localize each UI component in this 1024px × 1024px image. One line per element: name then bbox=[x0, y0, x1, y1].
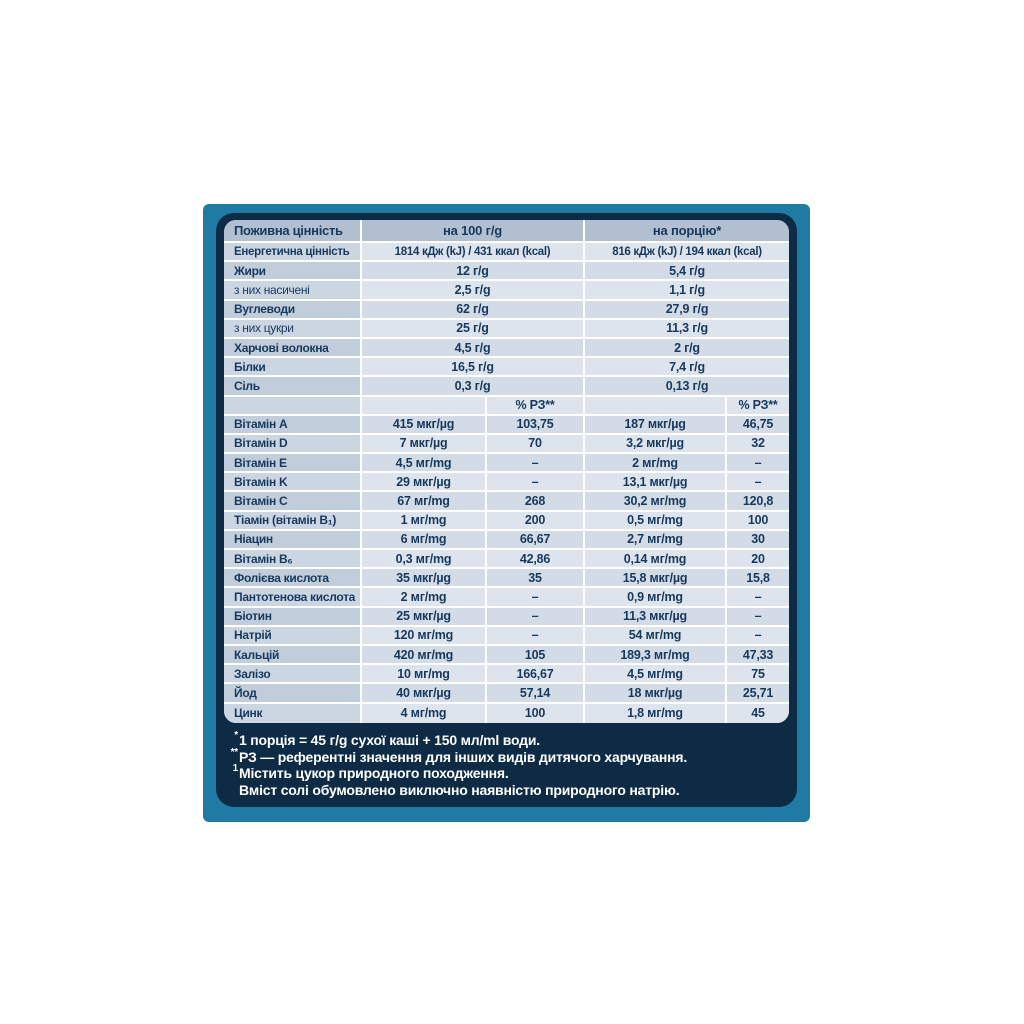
rz-portion-percent: – bbox=[727, 473, 789, 490]
empty-cell bbox=[362, 397, 487, 414]
rz-subheader-row bbox=[224, 397, 789, 416]
vitamin-label: Цинк bbox=[224, 704, 362, 723]
empty-cell bbox=[585, 397, 727, 414]
rz-per-100-percent: 70 bbox=[487, 435, 585, 452]
vitamin-label: Натрій bbox=[224, 627, 362, 644]
nutrition-panel bbox=[216, 213, 797, 807]
vitamin-label: Вітамін E bbox=[224, 454, 362, 471]
per-100-value: 4,5 мг/mg bbox=[362, 454, 487, 471]
per-100-value: 16,5 г/g bbox=[362, 358, 585, 375]
nutrient-label: Енергетична цінність bbox=[224, 243, 362, 260]
vitamin-label: Ніацин bbox=[224, 531, 362, 548]
rz-portion-percent: 30 bbox=[727, 531, 789, 548]
per-100-value: 415 мкг/µg bbox=[362, 416, 487, 433]
footnote-marker: 1 bbox=[232, 763, 238, 775]
per-portion-value: 0,5 мг/mg bbox=[585, 512, 727, 529]
vitamin-row bbox=[224, 704, 789, 723]
vitamin-label: Тіамін (вітамін B₁) bbox=[224, 512, 362, 529]
footnote-text: 1 порція = 45 г/g сухої каші + 150 мл/ml води. bbox=[239, 732, 540, 748]
rz-portion-percent: 25,71 bbox=[727, 684, 789, 701]
per-portion-value: 2 г/g bbox=[585, 339, 789, 356]
vitamin-row bbox=[224, 608, 789, 627]
footnote-text: Вміст солі обумовлено виключно наявністю природного натрію. bbox=[239, 781, 680, 798]
vitamin-row bbox=[224, 569, 789, 588]
header-per-portion: на порцію* bbox=[585, 220, 789, 241]
rz-portion-percent: 47,33 bbox=[727, 646, 789, 663]
per-100-value: 25 мкг/µg bbox=[362, 608, 487, 625]
per-100-value: 4 мг/mg bbox=[362, 704, 487, 723]
vitamin-label: Кальцій bbox=[224, 646, 362, 663]
footnote-line bbox=[222, 765, 782, 782]
rz-per-100-percent: – bbox=[487, 454, 585, 471]
vitamin-label: Вітамін D bbox=[224, 435, 362, 452]
vitamin-row bbox=[224, 512, 789, 531]
per-100-value: 6 мг/mg bbox=[362, 531, 487, 548]
vitamin-label: Фолієва кислота bbox=[224, 569, 362, 586]
per-100-value: 10 мг/mg bbox=[362, 665, 487, 682]
footnote-text: Містить цукор природного походження. bbox=[239, 765, 509, 782]
rz-per-100-percent: 66,67 bbox=[487, 531, 585, 548]
per-portion-value: 2 мг/mg bbox=[585, 454, 727, 471]
empty-cell bbox=[224, 397, 362, 414]
per-100-value: 120 мг/mg bbox=[362, 627, 487, 644]
per-portion-value: 54 мг/mg bbox=[585, 627, 727, 644]
vitamin-label: Вітамін B₆ bbox=[224, 550, 362, 567]
per-portion-value: 15,8 мкг/µg bbox=[585, 569, 727, 586]
rz-per-100-percent: 105 bbox=[487, 646, 585, 663]
nutrient-row bbox=[224, 377, 789, 396]
per-portion-value: 816 кДж (kJ) / 194 ккал (kcal) bbox=[585, 243, 789, 260]
rz-portion-percent: 20 bbox=[727, 550, 789, 567]
per-100-value: 1814 кДж (kJ) / 431 ккал (kcal) bbox=[362, 243, 585, 260]
vitamin-label: Залізо bbox=[224, 665, 362, 682]
per-portion-value: 1,1 г/g bbox=[585, 281, 789, 298]
rz-per-100-percent: 57,14 bbox=[487, 684, 585, 701]
footnote-text: РЗ — референтні значення для інших видів дитячого харчування. bbox=[239, 748, 688, 765]
per-100-value: 40 мкг/µg bbox=[362, 684, 487, 701]
vitamin-row bbox=[224, 454, 789, 473]
per-portion-value: 187 мкг/µg bbox=[585, 416, 727, 433]
rz-portion-percent: 120,8 bbox=[727, 492, 789, 509]
per-100-value: 35 мкг/µg bbox=[362, 569, 487, 586]
per-100-value: 12 г/g bbox=[362, 262, 585, 279]
per-100-value: 420 мг/mg bbox=[362, 646, 487, 663]
nutrient-row bbox=[224, 339, 789, 358]
per-100-value: 0,3 г/g bbox=[362, 377, 585, 394]
per-100-value: 29 мкг/µg bbox=[362, 473, 487, 490]
per-portion-value: 0,14 мг/mg bbox=[585, 550, 727, 567]
rz-per-100-percent: – bbox=[487, 608, 585, 625]
per-100-value: 62 г/g bbox=[362, 301, 585, 318]
rz-portion-percent: 15,8 bbox=[727, 569, 789, 586]
nutrient-label: Харчові волокна bbox=[224, 339, 362, 356]
vitamin-row bbox=[224, 684, 789, 703]
vitamin-row bbox=[224, 665, 789, 684]
per-portion-value: 11,3 мкг/µg bbox=[585, 608, 727, 625]
rz-per-100-percent: 103,75 bbox=[487, 416, 585, 433]
nutrient-label: Вуглеводи bbox=[224, 301, 362, 318]
nutrient-label: Сіль bbox=[224, 377, 362, 394]
vitamin-label: Вітамін K bbox=[224, 473, 362, 490]
rz-header-portion: % РЗ** bbox=[727, 397, 789, 414]
vitamin-row bbox=[224, 550, 789, 569]
nutrient-row bbox=[224, 358, 789, 377]
table-header-row bbox=[224, 220, 789, 243]
rz-per-100-percent: – bbox=[487, 627, 585, 644]
footnote-line bbox=[222, 782, 782, 799]
vitamin-row bbox=[224, 416, 789, 435]
vitamin-row bbox=[224, 492, 789, 511]
nutrient-label: Жири bbox=[224, 262, 362, 279]
rz-portion-percent: 45 bbox=[727, 704, 789, 723]
vitamin-label: Йод bbox=[224, 684, 362, 701]
nutrient-row bbox=[224, 301, 789, 320]
footnote-marker: * bbox=[234, 730, 238, 741]
nutrient-label: Білки bbox=[224, 358, 362, 375]
per-100-value: 2 мг/mg bbox=[362, 588, 487, 605]
rz-portion-percent: – bbox=[727, 588, 789, 605]
vitamin-label: Вітамін C bbox=[224, 492, 362, 509]
per-portion-value: 27,9 г/g bbox=[585, 301, 789, 318]
vitamin-label: Пантотенова кислота bbox=[224, 588, 362, 605]
rz-portion-percent: 46,75 bbox=[727, 416, 789, 433]
nutrition-table bbox=[224, 220, 789, 723]
per-100-value: 2,5 г/g bbox=[362, 281, 585, 298]
per-portion-value: 0,13 г/g bbox=[585, 377, 789, 394]
vitamin-row bbox=[224, 531, 789, 550]
nutrient-label: з них насичені bbox=[224, 281, 362, 298]
rz-portion-percent: 100 bbox=[727, 512, 789, 529]
per-portion-value: 189,3 мг/mg bbox=[585, 646, 727, 663]
rz-per-100-percent: – bbox=[487, 588, 585, 605]
per-100-value: 25 г/g bbox=[362, 320, 585, 337]
per-portion-value: 7,4 г/g bbox=[585, 358, 789, 375]
nutrient-row bbox=[224, 243, 789, 262]
footnote-marker: ** bbox=[230, 746, 238, 758]
per-100-value: 7 мкг/µg bbox=[362, 435, 487, 452]
rz-per-100-percent: 166,67 bbox=[487, 665, 585, 682]
vitamin-row bbox=[224, 646, 789, 665]
footnotes-block bbox=[222, 732, 782, 798]
teal-frame bbox=[203, 204, 810, 822]
footnote-line bbox=[222, 732, 782, 749]
vitamin-row bbox=[224, 627, 789, 646]
nutrient-row bbox=[224, 281, 789, 300]
header-nutrition-value: Поживна цінність bbox=[224, 220, 362, 241]
vitamin-row bbox=[224, 588, 789, 607]
per-portion-value: 11,3 г/g bbox=[585, 320, 789, 337]
per-portion-value: 30,2 мг/mg bbox=[585, 492, 727, 509]
per-portion-value: 4,5 мг/mg bbox=[585, 665, 727, 682]
rz-portion-percent: 32 bbox=[727, 435, 789, 452]
footnote-line bbox=[222, 746, 782, 766]
per-portion-value: 3,2 мкг/µg bbox=[585, 435, 727, 452]
vitamin-label: Вітамін A bbox=[224, 416, 362, 433]
per-100-value: 0,3 мг/mg bbox=[362, 550, 487, 567]
vitamin-row bbox=[224, 435, 789, 454]
rz-per-100-percent: 268 bbox=[487, 492, 585, 509]
per-100-value: 4,5 г/g bbox=[362, 339, 585, 356]
nutrient-label: з них цукри bbox=[224, 320, 362, 337]
rz-per-100-percent: 200 bbox=[487, 512, 585, 529]
rz-portion-percent: – bbox=[727, 627, 789, 644]
per-portion-value: 0,9 мг/mg bbox=[585, 588, 727, 605]
per-portion-value: 18 мкг/µg bbox=[585, 684, 727, 701]
rz-per-100-percent: 100 bbox=[487, 704, 585, 723]
rz-portion-percent: – bbox=[727, 454, 789, 471]
rz-per-100-percent: 35 bbox=[487, 569, 585, 586]
rz-per-100-percent: – bbox=[487, 473, 585, 490]
nutrient-row bbox=[224, 262, 789, 281]
per-portion-value: 13,1 мкг/µg bbox=[585, 473, 727, 490]
vitamin-row bbox=[224, 473, 789, 492]
per-portion-value: 5,4 г/g bbox=[585, 262, 789, 279]
rz-per-100-percent: 42,86 bbox=[487, 550, 585, 567]
per-100-value: 1 мг/mg bbox=[362, 512, 487, 529]
rz-portion-percent: 75 bbox=[727, 665, 789, 682]
per-portion-value: 2,7 мг/mg bbox=[585, 531, 727, 548]
rz-portion-percent: – bbox=[727, 608, 789, 625]
header-per-100: на 100 г/g bbox=[362, 220, 585, 241]
rz-header-per-100: % РЗ** bbox=[487, 397, 585, 414]
per-100-value: 67 мг/mg bbox=[362, 492, 487, 509]
nutrient-row bbox=[224, 320, 789, 339]
per-portion-value: 1,8 мг/mg bbox=[585, 704, 727, 723]
vitamin-label: Біотин bbox=[224, 608, 362, 625]
